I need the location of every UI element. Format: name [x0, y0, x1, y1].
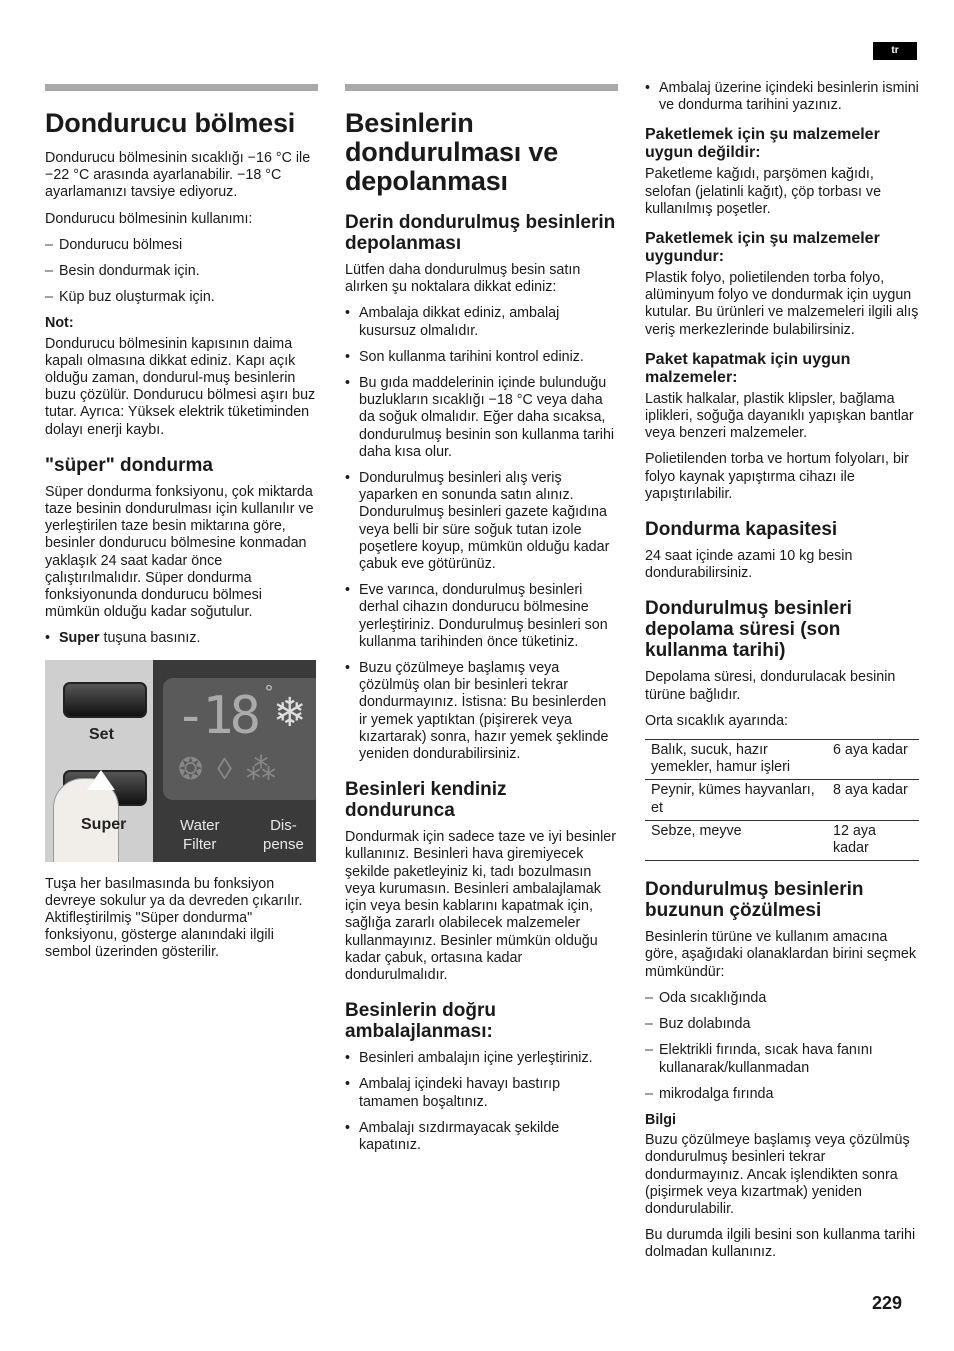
table-cell: Sebze, meyve	[645, 820, 827, 860]
storage-table	[645, 739, 919, 861]
section-heading: Dondurma kapasitesi	[645, 519, 838, 541]
table-cell: 12 aya kadar	[827, 820, 919, 860]
section-heading: Derin dondurulmuş besinlerin depolanması	[345, 212, 616, 254]
water-filter-label	[180, 816, 219, 854]
paragraph: Dondurucu bölmesinin kullanımı:	[45, 210, 253, 227]
list-item: • Son kullanma tarihini kontrol ediniz.	[345, 349, 618, 366]
list-item	[45, 630, 318, 647]
list-item: – Oda sıcaklığında	[645, 990, 919, 1007]
paragraph: Tuşa her basılmasında bu fonksiyon devreye sokulur ya da devreden çıkarılır. Aktifleştirilmiş "Süper dondurma" fonksiyonu, gösterge alanındaki ilgili sembol üzerinden gösterilir.	[45, 875, 303, 961]
column-3	[645, 80, 919, 1271]
paragraph: Depolama süresi, dondurulacak besinin türüne bağlıdır.	[645, 669, 896, 703]
paragraph: Dondurucu bölmesinin sıcaklığı −16 °C ile −22 °C arasında ayarlanabilir. −18 °C ayarlamanızı tavsiye ediyoruz.	[45, 150, 311, 201]
list-item: • Ambalaja dikkat ediniz, ambalaj kusursuz olmalıdır.	[345, 305, 618, 339]
table-cell: 8 aya kadar	[827, 780, 919, 820]
bullet-list	[645, 80, 919, 114]
paragraph: Plastik folyo, polietilenden torba folyo, alüminyum folyo ve dondurmak için uygun kutular. Bu ürünleri ve malzemeleri ilgili alış veriş merkezlerinde bulabilirsiniz.	[645, 270, 919, 338]
bullet-list	[345, 1050, 618, 1154]
dispense-text: Dis- pense	[263, 816, 304, 853]
section-rule	[45, 84, 318, 91]
control-panel-image	[45, 660, 316, 862]
snowflake-icon: ❄	[273, 690, 307, 735]
section-rule	[345, 84, 618, 91]
list-item: – Dondurucu bölmesi	[45, 237, 318, 254]
paragraph: Lastik halkalar, plastik klipsler, bağlama iplikleri, soğuğa dayanıklı yapışkan bantlar veya benzeri malzemeler.	[645, 390, 914, 442]
super-label: Super	[81, 815, 127, 833]
paragraph: Paketleme kağıdı, parşömen kağıdı, selofan (jelatinli kağıt), çöp torbası ve kullanılmış poşetler.	[645, 166, 882, 217]
list-item: • Dondurulmuş besinleri alış veriş yaparken en sonunda satın alınız. Dondurulmuş besinleri gazete kağıdına veya belli bir süre soğuk tutan izole poşetlere koyup, mümkün olduğu kadar çabuk eve götürünüz.	[345, 470, 618, 573]
list-item: – Küp buz oluşturmak için.	[45, 289, 318, 306]
paragraph: 24 saat içinde azami 10 kg besin dondurabilirsiniz.	[645, 548, 853, 582]
section-heading: Besinleri kendiniz dondurunca	[345, 779, 507, 822]
bullet-list	[45, 630, 318, 647]
paragraph: Bu durumda ilgili besini son kullanma tarihi dolmadan kullanınız.	[645, 1227, 916, 1261]
thaw-list	[645, 990, 919, 1103]
section-title: Besinlerin dondurulması ve depolanması	[345, 108, 559, 196]
subheading: Paket kapatmak için uygun malzemeler:	[645, 350, 851, 386]
table-cell: Peynir, kümes hayvanları, et	[645, 780, 827, 820]
table-row	[645, 820, 919, 860]
language-tab: tr	[873, 42, 917, 60]
list-item: • Bu gıda maddelerinin içinde bulunduğu buzlukların sıcaklığı −18 °C veya daha da soğuk olmalıdır. Eğer daha sıcaksa, dondurulmuş besinin son kullanma tarihi daha kısa olur.	[345, 375, 618, 461]
section-title: Dondurucu bölmesi	[45, 108, 296, 138]
paragraph: Besinlerin türüne ve kullanım amacına göre, aşağıdaki olanaklardan birini seçmek mümkündür:	[645, 929, 916, 980]
set-label: Set	[89, 725, 114, 743]
degree-symbol: °	[265, 681, 273, 704]
section-heading: Dondurulmuş besinleri depolama süresi (son kullanma tarihi)	[645, 598, 852, 662]
list-item: • Besinleri ambalajın içine yerleştiriniz.	[345, 1050, 618, 1067]
column-1	[45, 84, 318, 971]
table-row	[645, 780, 919, 820]
paragraph: Dondurmak için sadece taze ve iyi besinler kullanınız. Besinleri hava giremiyecek şekilde paketleyiniz ki, tadı bozulmasın veya kurumasın. Besinleri ambalajlamak için veya besin kablarını kapatmak için, sağlığa zararlı olabilecek malzemeler kullanmayınız. Besinler mümkün olduğu kadar çabuk, ortasına kadar dondurulmalıdır.	[345, 829, 616, 983]
page-number: 229	[872, 1293, 903, 1313]
list-item: • Eve varınca, dondurulmuş besinleri derhal cihazın dondurucu bölmesine yerleştiriniz. Dondurulmuş besinleri son kullanma tarihinden önce tüketiniz.	[345, 582, 618, 651]
usage-list	[45, 237, 318, 307]
paragraph: Dondurucu bölmesinin kapısının daima kapalı olmasına dikkat ediniz. Kapı açık olduğu zaman, dondurul-muş besinlerin buzu çözülür. Dondurucu bölmesi aşırı buz tutar. Ayrıca: Yüksek elektrik tüketiminden dolayı enerji kaybı.	[45, 335, 316, 438]
list-item: • Ambalaj üzerine içindeki besinlerin ismini ve dondurma tarihini yazınız.	[645, 80, 919, 114]
subheading: Paketlemek için şu malzemeler uygun değildir:	[645, 126, 880, 162]
list-item: – Elektrikli fırında, sıcak hava fanını kullanarak/kullanmadan	[645, 1042, 919, 1076]
list-item: – Buz dolabında	[645, 1016, 919, 1033]
subheading: Paketlemek için şu malzemeler uygundur:	[645, 230, 880, 266]
list-item: • Ambalajı sızdırmayacak şekilde kapatınız.	[345, 1120, 618, 1154]
column-2	[345, 84, 618, 1163]
ice-water-icons: ❂◊⁂	[178, 752, 290, 786]
note-label: Bilgi	[645, 1111, 676, 1128]
temperature-display: -18	[175, 685, 257, 746]
list-item: • Buzu çözülmeye başlamış veya çözülmüş olan bir besinleri tekrar dondurmayınız. İstisna: Bu besinlerden ir yemek yaptıktan (pişirerek veya kızartarak) sonra, hazır yemek şeklinde yeniden dondurabilirsiniz.	[345, 660, 618, 763]
section-heading: Besinlerin doğru ambalajlanması:	[345, 1000, 496, 1043]
table-cell: Balık, sucuk, hazır yemekler, hamur işleri	[645, 740, 827, 780]
table-row	[645, 740, 919, 780]
section-heading: Dondurulmuş besinlerin buzunun çözülmesi	[645, 879, 864, 922]
key-name: Super	[59, 630, 100, 647]
table-cell: 6 aya kadar	[827, 740, 919, 780]
paragraph: Lütfen daha dondurulmuş besin satın alırken şu noktalara dikkat ediniz:	[345, 262, 581, 296]
list-item: – mikrodalga fırında	[645, 1086, 919, 1103]
list-item: • Ambalaj içindeki havayı bastırıp tamamen boşaltınız.	[345, 1076, 618, 1110]
dispense-label	[263, 816, 304, 854]
bullet-list	[345, 305, 618, 763]
list-item: – Besin dondurmak için.	[45, 263, 318, 280]
list-item-text: tuşuna basınız.	[99, 630, 201, 647]
paragraph: Orta sıcaklık ayarında:	[645, 712, 789, 729]
paragraph: Buzu çözülmeye başlamış veya çözülmüş dondurulmuş besinleri tekrar dondurmayınız. Ancak işlendikten sonra (pişirmek veya kızartmak) yeniden dondurulabilir.	[645, 1132, 910, 1217]
paragraph: Polietilenden torba ve hortum folyoları, bir folyo kaynak yapıştırma cihazı ile yapıştırılabilir.	[645, 451, 909, 502]
note-label: Not:	[45, 315, 74, 332]
section-heading: "süper" dondurma	[45, 454, 213, 476]
paragraph: Süper dondurma fonksiyonu, çok miktarda taze besinin dondurulması için kullanılır ve yerleştirilen taze besin miktarına göre, besinler dondurucu bölmesine konmadan yaklaşık 24 saat kadar önce çalıştırılmalıdır. Süper dondurma fonksiyonunda dondurucu bölmesi mümkün olduğu kadar soğutulur.	[45, 483, 314, 621]
water-filter-text: Water Filter	[180, 816, 220, 853]
set-button-image	[63, 682, 147, 718]
arrow-up-icon	[87, 770, 115, 790]
